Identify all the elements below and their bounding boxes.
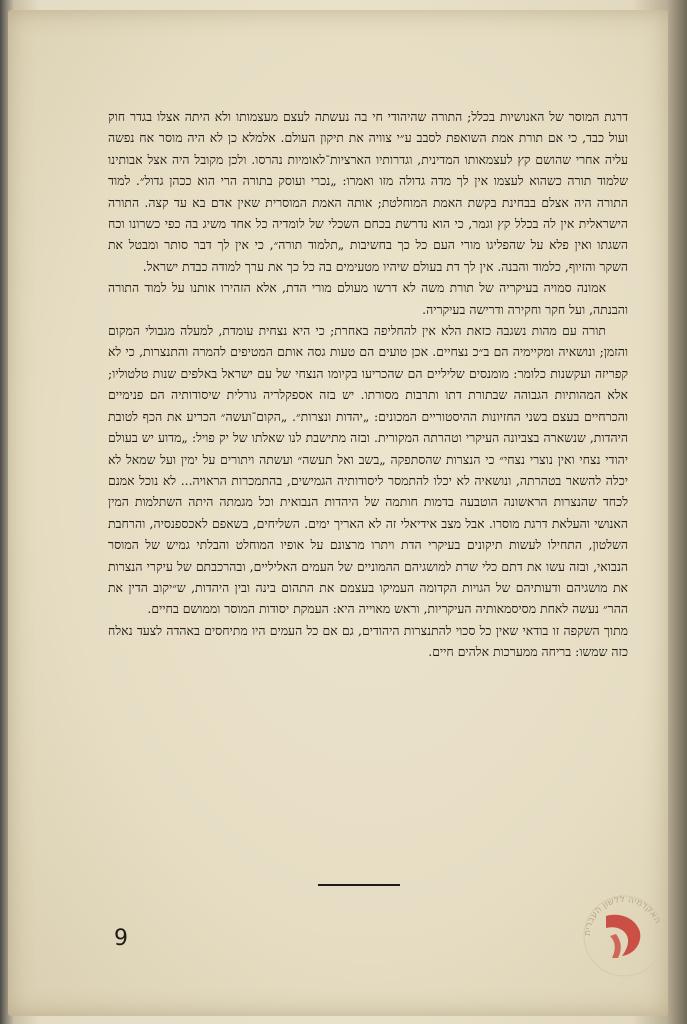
paragraph-2: אמונה סמויה בעיקריה של תורת משה לא דרשו מעולם מורי הדת, אלא הזהירו אותנו על למוד התורה והבנתה, ועל חקר וחקירה ודרישה בעיקריה. — [108, 280, 628, 317]
paragraph-1: דרגת המוסר של האנושיות בכלל; התורה שהיהודי חי בה נעשתה לעצם מעצמותו ולא היתה אצלו בגדר חוק ועול כבד, כי אם תורת אמת השואפת לסבב ע״י צוויה את תיקון העולם. אלמלא כן לא היה מוסר אח נפשה עליה אחרי שהושם קץ לעצמאותו המדינית, וגדרותיו הארציות־לאומיות נהרסו. ולכן מקובל היה אצל אבותינו שלמוד תורה כשהוא לעצמו אין לך מדה גדולה מזו ואמרו: „נכרי ועוסק בתורה הרי הוא ככהן גדול״. למוד התורה היה אצלם בבחינת בקשת האמת המוחלטת; אותה האמת המוסרית שאין אדם בא עד קצה. התורה הישראלית אין לה בכלל קץ וגמר, כי הוא נדרשת בכחם השכלי של לומדיה כל אחד משיג בה כפי כשרונו וכח השגתו ואין פלא על שהפליגו מורי העם כל כך בחשיבות „תלמוד תורה״, כי אין לך דבר סותר ומבטל את השקר והזיוף, כלמוד והבנה. אין לך דת בעולם שיהיו מטעימים בה כל כך את ערך למודה כבדת ישראל. — [108, 109, 628, 274]
page-number: 9 — [114, 926, 128, 951]
body-text — [108, 106, 628, 663]
document-page — [8, 10, 668, 1016]
paragraph-4: מתוך השקפה זו בודאי שאין כל סכוי להתנצרות היהודים, גם אם כל העמים היו מתיחסים באהדה לצעד נאלח כזה שמשו: בריחה ממערכות אלהים חיים. — [108, 622, 628, 660]
end-rule — [318, 884, 400, 886]
paragraph-3: תורה עם מהות נשגבה כזאת הלא אין להחליפה באחרת; כי היא נצחית עומדת, למעלה מגבולי המקום והזמן; ונושאיה ומקיימיה הם ב״כ נצחיים. אכן טועים הם טעות גסה אותם המטיפים להמרה והתנצרות, כי לא קפריזה ועקשנות כלומר: מומנסים שליליים הם שהכריעו בקיומו הנצחי של עם ישראל באלפים שנות טלטוליו; אלא המהותיות הגבוהה שבתורת דתו ותרבות מסורתו. יש בזה אספקלריה גורלית שיסודותיה הם פנימיים והכרחיים בעצם בשני החזיונות ההיסטוריים המכונים: „יהדות ונצרות״. „הקום־ועשה״ הכריע את הכף לטובת היהדות, שנשארה בצביונה העיקרי וטהרתה המקורית. ובזה מתישבת לנו שאלתו של יק פויל: „מדוע יש בעולם יהודי נצחי ואין נוצרי נצחי״ כי הנצרות שהסתפקה „בשב ואל תעשה״ ועשתה ויתורים על ימין ועל שמאל לא יכלה להשאר בטהרתה, ונושאיה לא יכלו להתמסר ליסודותיה הגמישים, בהתמכרות הראויה... לא נוכל אמנם לכחד שהנצרות הראשונה הוטבעה בדמות חותמה של היהדות הנבואית וכל מגמתה היתה השתלמות המין האנושי והעלאת דרגת מוסרו. אבל מצב אידיאלי זה לא האריך ימים. השליחים, בשאפם לאכספנסיה, והרחבת השלטון, התחילו לעשות תיקונים בעיקרי הדת ויתרו מרצונם על אופיו המוחלט והבלתי גמיש של המוסר הנבואי, ובזה עשו את דתם כלי שרת למושגיהם ההמוניים של העמים האליליים, ובהרכבתם של עיקרי הנצרות את מושגיהם ודעותיהם של הגויות הקדומה העמיקו בעצמם את התהום בינה ובין היהדות, ש״יקוב הדין את ההר״ נעשה לאחת מסיסמאותיה העיקריות, וראש מאוייה היא: העמקת יסודות המוסר וממושם בחיים. — [108, 323, 628, 617]
stamp-text: האקדמיה ללשון העברית — [582, 894, 663, 937]
academy-logo-icon — [576, 888, 672, 984]
